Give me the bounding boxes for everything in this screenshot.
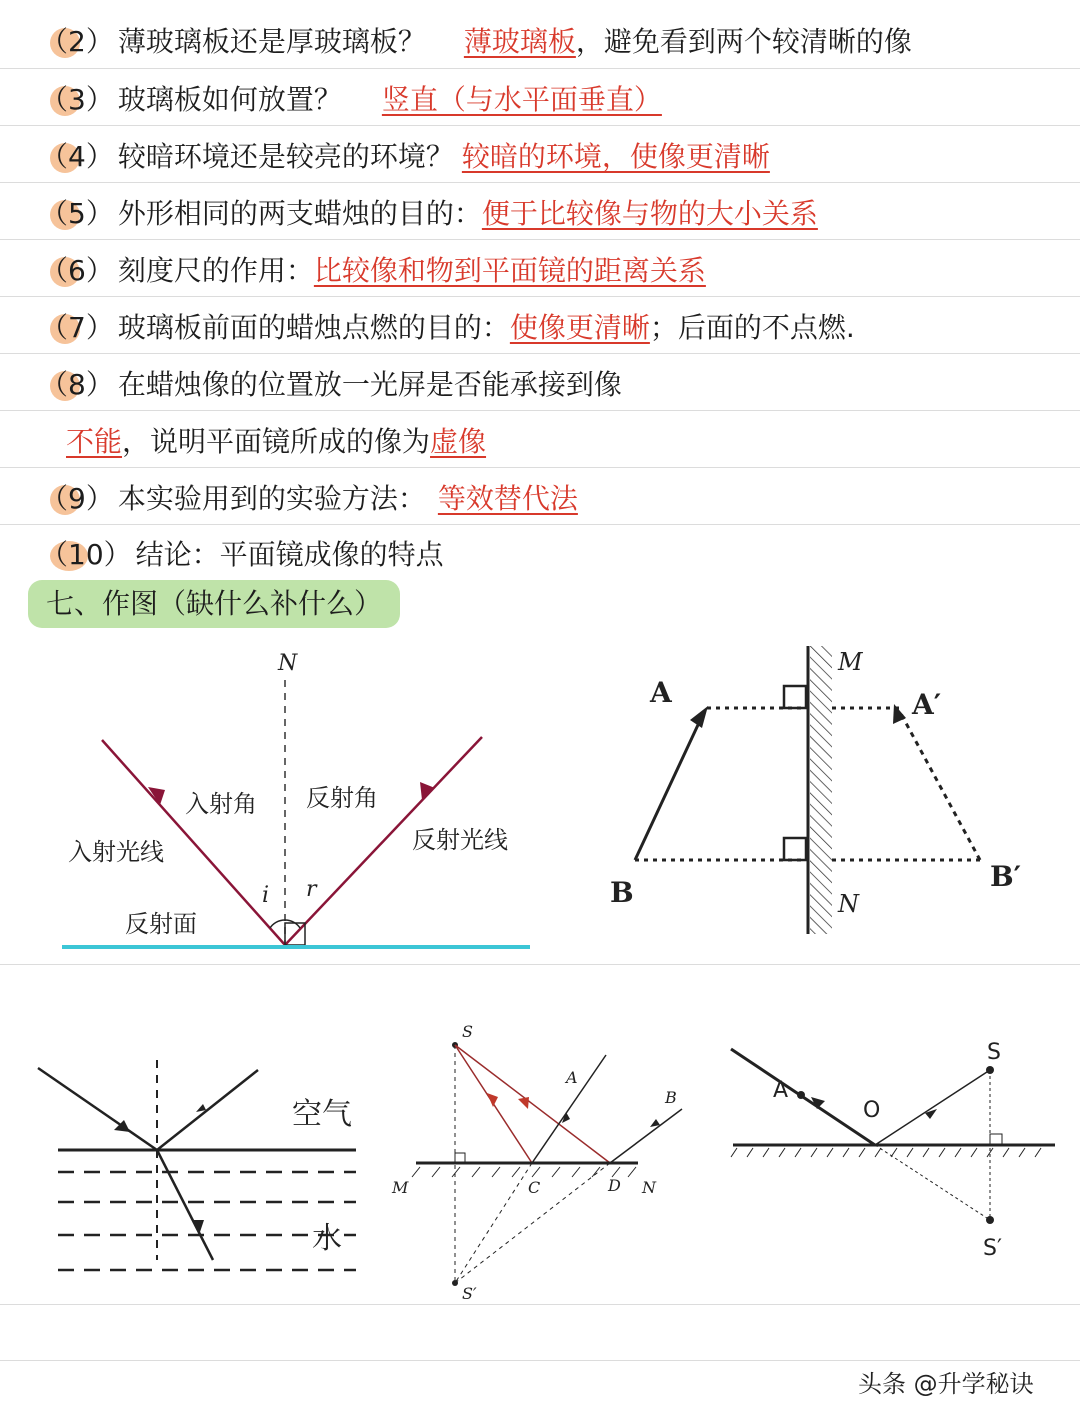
figure-point-source-reflection bbox=[380, 1015, 677, 1305]
svg-text:水: 水 bbox=[312, 1221, 342, 1256]
figure-mirror-image-point bbox=[725, 1035, 1060, 1275]
question-9: （9） 本实验用到的实验方法： 等效替代法 bbox=[40, 482, 578, 515]
ruled-line bbox=[0, 410, 1080, 411]
svg-text:D: D bbox=[608, 1176, 621, 1195]
reflected-ray-label: 反射光线 bbox=[412, 826, 508, 854]
question-6: （6） 刻度尺的作用：比较像和物到平面镜的距离关系 bbox=[40, 254, 706, 287]
svg-text:C: C bbox=[528, 1178, 541, 1197]
reflected-ray bbox=[157, 1070, 258, 1150]
ruled-line bbox=[0, 964, 1080, 965]
svg-text:i: i bbox=[262, 883, 270, 908]
question-4: （4） 较暗环境还是较亮的环境？ 较暗的环境，使像更清晰 bbox=[40, 140, 770, 173]
ruled-line bbox=[0, 467, 1080, 468]
ruled-line bbox=[0, 239, 1080, 240]
object-arrow bbox=[635, 712, 704, 860]
mirror-hatch bbox=[810, 646, 832, 934]
svg-text:空气: 空气 bbox=[292, 1097, 352, 1132]
answer-text: 比较像和物到平面镜的距离关系 bbox=[313, 254, 706, 287]
ruled-line bbox=[0, 182, 1080, 183]
incident-ray bbox=[38, 1068, 157, 1150]
answer-text: 虚像 bbox=[430, 425, 487, 458]
ruled-line bbox=[0, 125, 1080, 126]
svg-text:B′: B′ bbox=[990, 860, 1022, 893]
answer-text: 不能 bbox=[66, 425, 123, 458]
svg-text:A: A bbox=[773, 1078, 789, 1103]
refracted-ray bbox=[157, 1150, 213, 1260]
svg-text:S: S bbox=[462, 1022, 473, 1041]
question-2: （2） 薄玻璃板还是厚玻璃板？ 薄玻璃板，避免看到两个较清晰的像 bbox=[40, 25, 912, 58]
watermark: 头条 @升学秘诀 bbox=[858, 1370, 1034, 1398]
figure-reflection-law bbox=[30, 640, 540, 960]
reflect-angle-label: 反射角 bbox=[306, 784, 378, 812]
svg-text:A: A bbox=[566, 1068, 578, 1087]
svg-text:A: A bbox=[650, 676, 672, 709]
answer-text: 竖直（与水平面垂直） bbox=[381, 83, 662, 116]
incident-ray-label: 入射光线 bbox=[68, 838, 164, 866]
ruled-line bbox=[0, 68, 1080, 69]
question-8: （8） 在蜡烛像的位置放一光屏是否能承接到像 bbox=[40, 368, 622, 401]
section-heading: 七、作图（缺什么补什么） bbox=[28, 580, 400, 628]
figure-refraction bbox=[30, 1060, 370, 1280]
ruled-line bbox=[0, 296, 1080, 297]
ruled-line bbox=[0, 524, 1080, 525]
image-arrow bbox=[900, 712, 980, 860]
svg-text:B: B bbox=[610, 876, 634, 909]
incident-ray bbox=[875, 1070, 990, 1145]
question-7: （7） 玻璃板前面的蜡烛点燃的目的：使像更清晰；后面的不点燃. bbox=[40, 311, 855, 344]
incident-angle-label: 入射角 bbox=[185, 790, 257, 818]
question-10: （10） 结论：平面镜成像的特点 bbox=[40, 538, 444, 571]
ruled-line bbox=[0, 1360, 1080, 1361]
svg-text:M: M bbox=[838, 648, 863, 676]
answer-text: 使像更清晰 bbox=[509, 311, 650, 344]
question-3: （3） 玻璃板如何放置？ 竖直（与水平面垂直） bbox=[40, 83, 662, 116]
normal-label: N bbox=[278, 651, 298, 676]
svg-text:N: N bbox=[642, 1178, 656, 1197]
svg-text:O: O bbox=[863, 1098, 881, 1123]
svg-text:N: N bbox=[838, 890, 859, 918]
answer-text: 等效替代法 bbox=[437, 482, 578, 515]
ruled-line bbox=[0, 353, 1080, 354]
svg-text:S′: S′ bbox=[983, 1236, 1002, 1261]
answer-text: 便于比较像与物的大小关系 bbox=[481, 197, 818, 230]
reflected-arrow bbox=[420, 782, 435, 800]
svg-text:A′: A′ bbox=[912, 688, 942, 721]
svg-text:M: M bbox=[392, 1178, 409, 1197]
question-5: （5） 外形相同的两支蜡烛的目的：便于比较像与物的大小关系 bbox=[40, 197, 818, 230]
svg-text:B: B bbox=[665, 1088, 677, 1107]
svg-text:S: S bbox=[987, 1040, 1001, 1065]
surface-label: 反射面 bbox=[125, 910, 197, 938]
answer-text: 较暗的环境，使像更清晰 bbox=[461, 140, 770, 173]
answer-text: 薄玻璃板 bbox=[463, 25, 576, 58]
svg-text:S′: S′ bbox=[462, 1284, 477, 1303]
question-8-answer: 不能，说明平面镜所成的像为虚像 bbox=[66, 425, 487, 458]
figure-plane-mirror-image bbox=[600, 640, 1040, 940]
svg-text:r: r bbox=[306, 877, 317, 902]
